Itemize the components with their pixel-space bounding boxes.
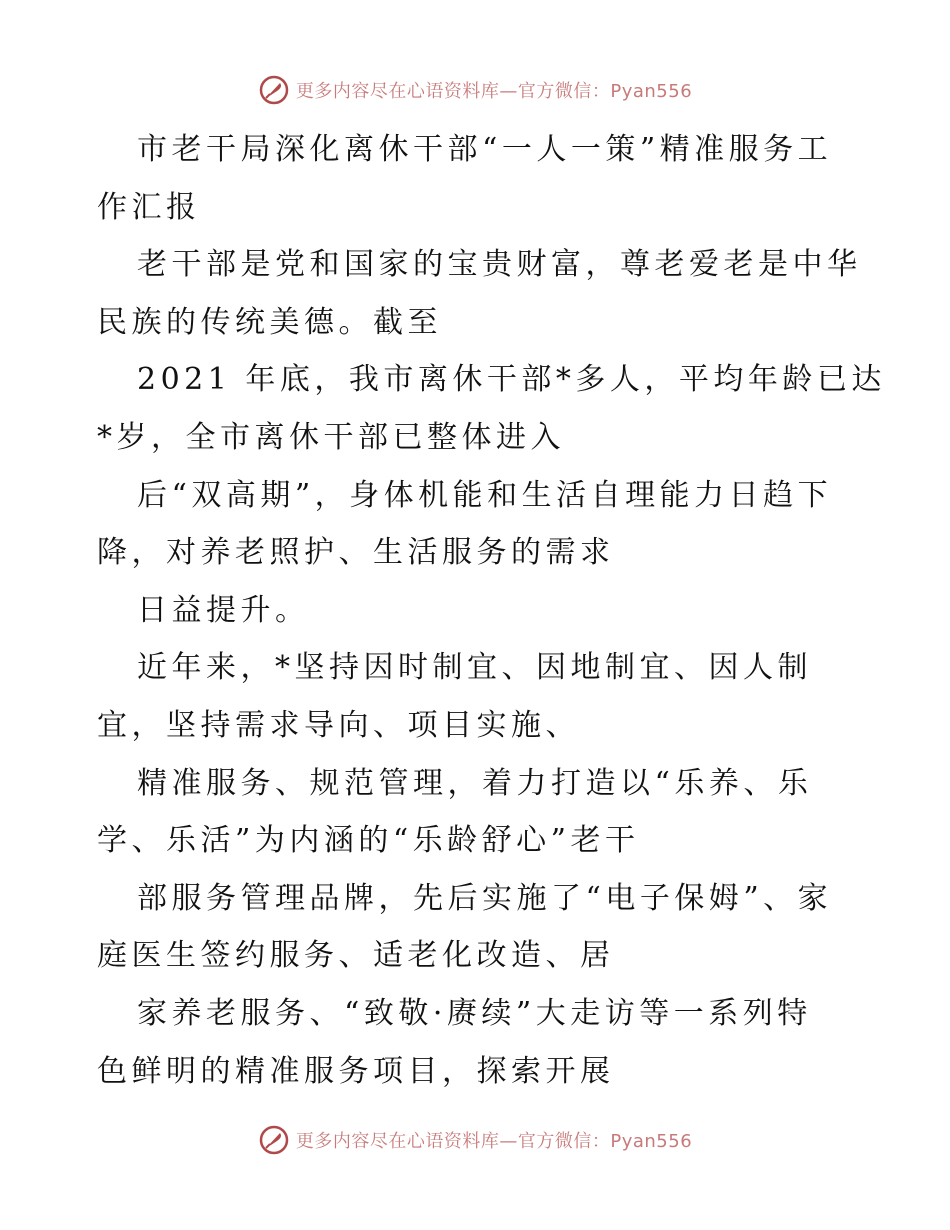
header-watermark: [0, 70, 950, 110]
text-line: [97, 409, 857, 467]
footer-watermark: [0, 1120, 950, 1160]
line-text: 色鲜明的精准服务项目，探索开展: [97, 1053, 615, 1089]
line-text: *岁，全市离休干部已整体进入: [97, 419, 565, 455]
text-line: [97, 467, 857, 525]
line-text: 后“双高期”，身体机能和生活自理能力日趋下: [137, 477, 833, 513]
text-line: [97, 236, 862, 294]
text-line: [97, 1043, 857, 1101]
line-text: 学、乐活”为内涵的“乐龄舒心”老干: [97, 823, 640, 859]
feather-logo-icon: [258, 1124, 290, 1156]
line-text: 部服务管理品牌，先后实施了“电子保姆”、家: [137, 880, 833, 916]
line-text: 2021 年底，我市离休干部*多人，平均年龄已达: [137, 362, 886, 398]
text-line: [97, 294, 857, 352]
text-line: [97, 697, 857, 755]
text-line: [97, 639, 857, 697]
line-text: 日益提升。: [137, 592, 310, 628]
text-line: [97, 179, 857, 237]
line-text: 精准服务、规范管理，着力打造以“乐养、乐: [137, 765, 813, 801]
watermark-text: 更多内容尽在心语资料库—官方微信：Pyan556: [295, 1131, 693, 1152]
text-line: [97, 582, 857, 640]
text-line: [97, 985, 857, 1043]
text-line: [97, 812, 857, 870]
text-line: [97, 351, 886, 409]
line-text: 宜，坚持需求导向、项目实施、: [97, 707, 580, 743]
text-line: [97, 870, 857, 928]
line-text: 降，对养老照护、生活服务的需求: [97, 535, 615, 571]
document-body: [97, 121, 886, 1100]
line-text: 庭医生签约服务、适老化改造、居: [97, 938, 615, 974]
line-text: 市老干局深化离休干部“一人一策”精准服务工: [137, 132, 833, 167]
line-text: 家养老服务、“致敬·赓续”大走访等一系列特: [137, 995, 812, 1031]
line-text: 近年来，*坚持因时制宜、因地制宜、因人制: [137, 650, 812, 686]
watermark-text: 更多内容尽在心语资料库—官方微信：Pyan556: [295, 81, 693, 102]
line-text: 作汇报: [97, 189, 201, 225]
text-line: [97, 121, 857, 179]
line-text: 老干部是党和国家的宝贵财富，尊老爱老是中华: [137, 247, 862, 283]
line-text: 民族的传统美德。截至: [97, 304, 442, 340]
text-line: [97, 524, 857, 582]
text-line: [97, 755, 857, 813]
text-line: [97, 927, 857, 985]
feather-logo-icon: [258, 74, 290, 106]
